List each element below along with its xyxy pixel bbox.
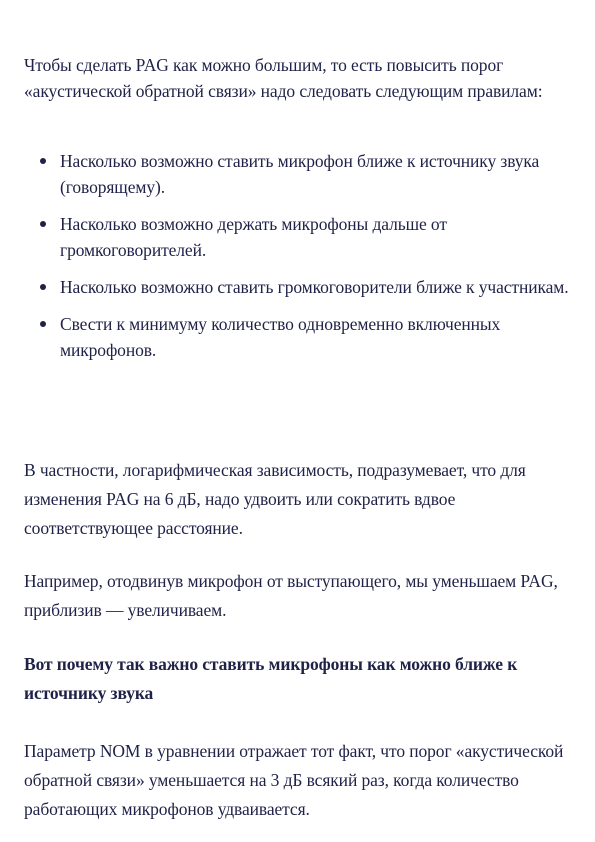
list-item (40, 211, 580, 263)
bullet-icon (40, 221, 46, 227)
example-paragraph: Например, отодвинув микрофон от выступающего, мы уменьшаем PAG, приблизив — увеличиваем. (24, 571, 558, 620)
log-paragraph: В частности, логарифмическая зависимость, подразумевает, что для изменения PAG на 6 дБ, надо удвоить или сократить вдвое соответствующее расстояние. (24, 460, 526, 538)
rule-text: Насколько возможно ставить громкоговорители ближе к участникам. (60, 277, 569, 297)
bullet-icon (40, 284, 46, 290)
rules-list (40, 148, 580, 374)
rule-text: Свести к минимуму количество одновременно включенных микрофонов. (60, 314, 501, 360)
nom-paragraph: Параметр NOM в уравнении отражает тот факт, что порог «акустической обратной связи» уменьшается на 3 дБ всякий раз, когда количество работающих микрофонов удваивается. (24, 741, 564, 819)
list-item (40, 311, 580, 363)
bullet-icon (40, 158, 46, 164)
rule-text: Насколько возможно держать микрофоны дальше от громкоговорителей. (60, 214, 447, 260)
rule-text: Насколько возможно ставить микрофон ближе к источнику звука (говорящему). (60, 151, 540, 197)
section-heading: Вот почему так важно ставить микрофоны как можно ближе к источнику звука (24, 654, 518, 703)
list-item (40, 148, 580, 200)
intro-paragraph: Чтобы сделать PAG как можно большим, то есть повысить порог «акустической обратной связи» надо следовать следующим правилам: (24, 55, 543, 101)
bullet-icon (40, 321, 46, 327)
list-item (40, 274, 580, 300)
